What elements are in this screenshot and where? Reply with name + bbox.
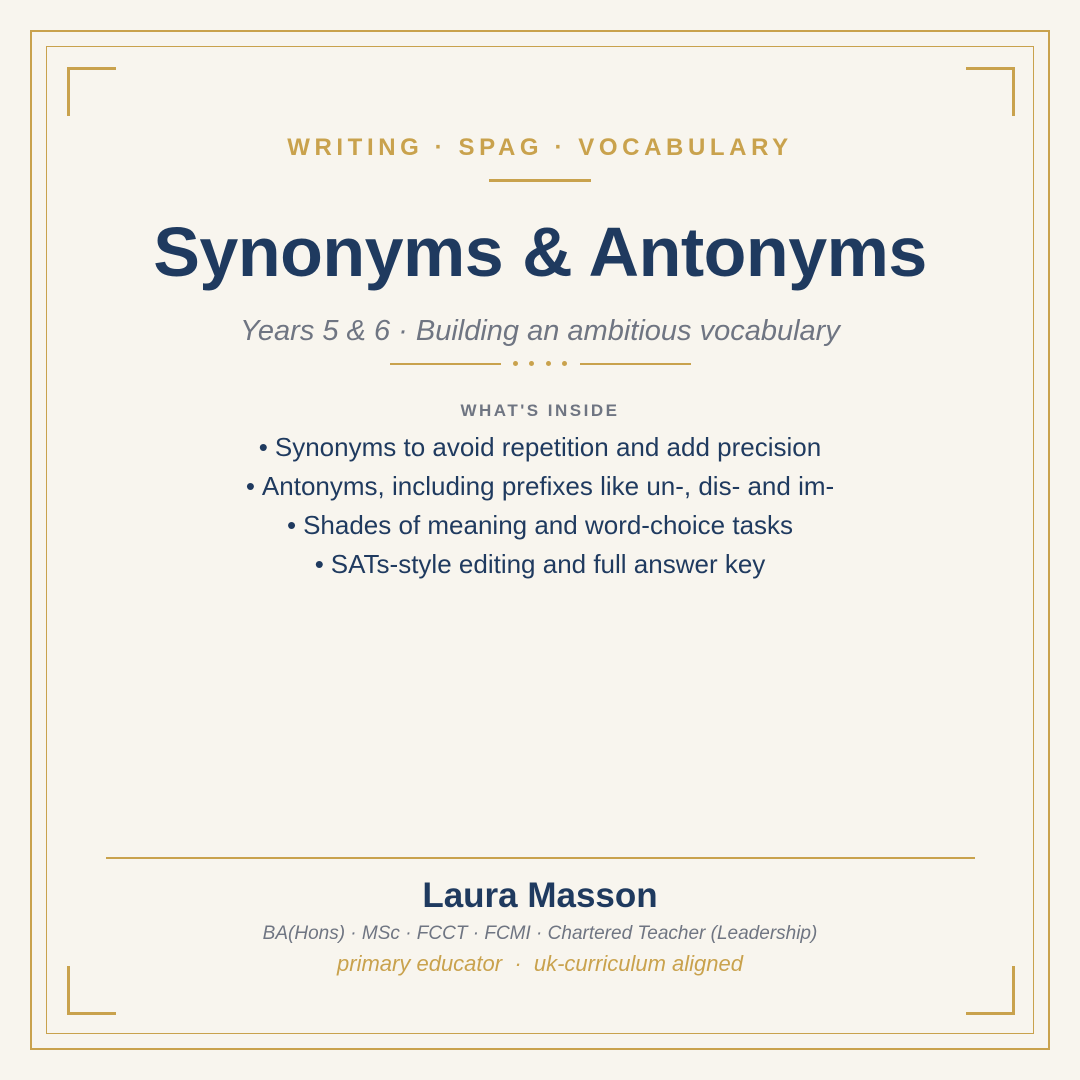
ornament-dots [513, 361, 567, 367]
list-item-text: Antonyms, including prefixes like un-, dis- and im- [261, 471, 835, 501]
contents-heading: WHAT'S INSIDE [460, 401, 620, 420]
list-item [0, 545, 1080, 584]
ornament-line-left [390, 363, 501, 365]
ornamental-divider [0, 356, 1080, 372]
contents-list [0, 428, 1080, 584]
author-credentials: BA(Hons) · MSc · FCCT · FCMI · Chartered Teacher (Leadership) [262, 923, 818, 944]
ornament-dot [513, 361, 518, 366]
list-item-text: SATs-style editing and full answer key [330, 549, 766, 579]
author-tagline: primary educator · uk-curriculum aligned [337, 951, 743, 976]
bullet-icon: • [314, 549, 324, 579]
ornament-dot [546, 361, 551, 366]
bullet-icon: • [258, 432, 268, 462]
author-name: Laura Masson [422, 876, 658, 915]
category-kicker: WRITING · SPAG · VOCABULARY [287, 134, 793, 161]
kicker-divider [489, 179, 591, 182]
footer-divider [106, 857, 975, 859]
page-subtitle: Years 5 & 6 · Building an ambitious vocabulary [240, 315, 840, 347]
corner-bracket-top-right [966, 67, 1015, 116]
bullet-icon: • [286, 510, 297, 540]
ornament-line-right [580, 363, 691, 365]
page-title: Synonyms & Antonyms [153, 213, 927, 291]
corner-bracket-top-left [67, 67, 116, 116]
list-item [0, 467, 1080, 506]
list-item [0, 428, 1080, 467]
list-item-text: Synonyms to avoid repetition and add precision [274, 432, 822, 462]
ornament-dot [529, 361, 534, 366]
bullet-icon: • [245, 471, 255, 501]
ornament-dot [562, 361, 567, 366]
list-item [0, 506, 1080, 545]
list-item-text: Shades of meaning and word-choice tasks [303, 510, 794, 540]
